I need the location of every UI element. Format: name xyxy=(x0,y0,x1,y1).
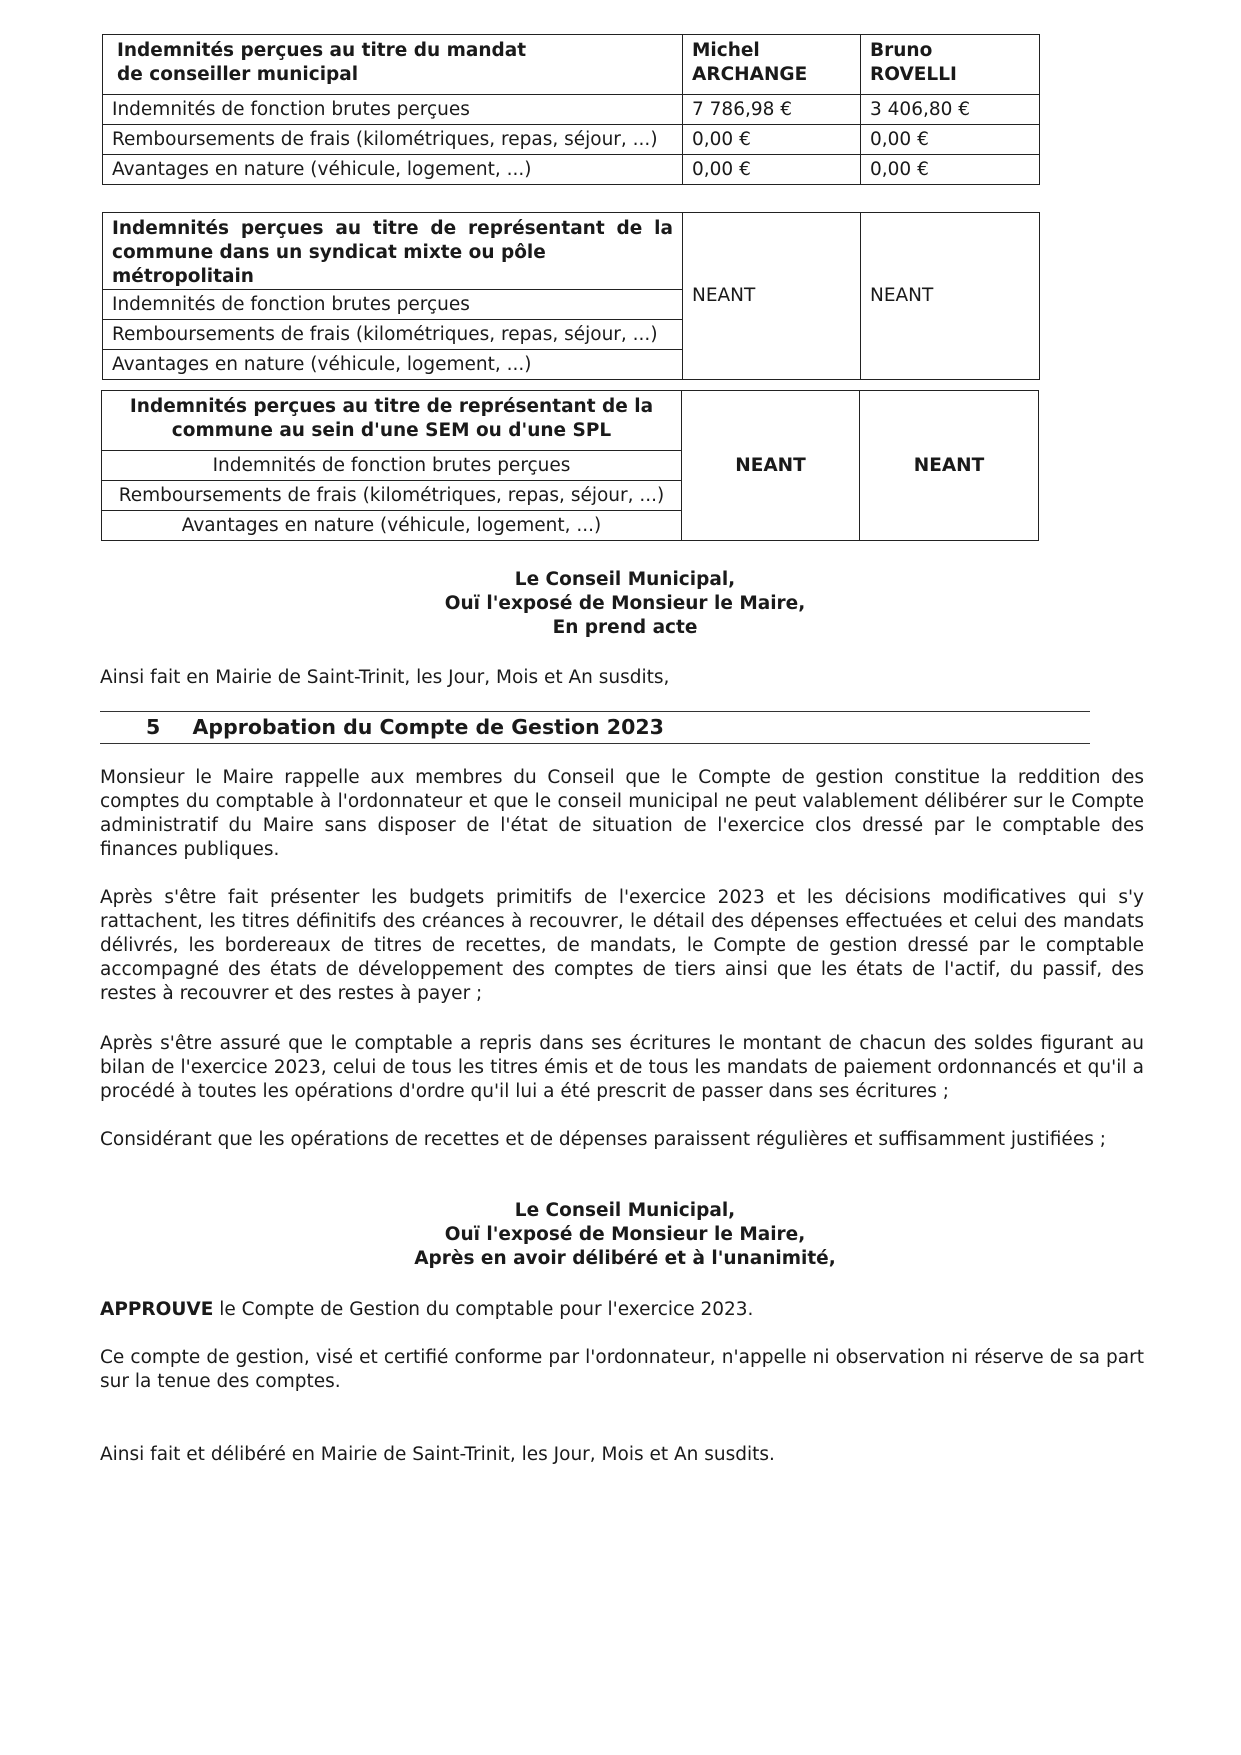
cell-value: 3 406,80 € xyxy=(861,95,1040,125)
header-line: commune au sein d'une SEM ou d'une SPL xyxy=(171,420,612,441)
column-header-archange xyxy=(683,35,861,95)
section-rule-bottom xyxy=(100,743,1090,744)
conseil-line: Le Conseil Municipal, xyxy=(514,1200,736,1221)
row-label: Indemnités de fonction brutes perçues xyxy=(103,95,683,125)
first-name: Michel xyxy=(692,40,760,61)
section-number: 5 xyxy=(146,715,161,739)
cell-value: NEANT xyxy=(683,213,861,380)
indemnites-sem-spl-table xyxy=(101,390,1039,541)
paragraph: Après s'être fait présenter les budgets primitifs de l'exercice 2023 et les décisions modificatives qui s'y rattachent, les titres définitifs des créances à recouvrer, le détail des dépenses effectuées et celui des mandats délivrés, les bordereaux de titres de recettes, de mandats, le Compte de gestion dressé par le comptable accompagné des états de développement des comptes de tiers ainsi que les états de l'actif, du passif, des restes à recouvrer et des restes à payer ; xyxy=(100,887,1144,1004)
row-label: Remboursements de frais (kilométriques, repas, séjour, ...) xyxy=(103,125,683,155)
header-line: commune dans un syndicat mixte ou pôle métropolitain xyxy=(112,242,546,287)
first-name: Bruno xyxy=(870,40,933,61)
cell-value: NEANT xyxy=(860,391,1039,541)
row-label: Indemnités de fonction brutes perçues xyxy=(103,290,683,320)
last-name: ARCHANGE xyxy=(692,64,808,85)
cell-value: NEANT xyxy=(682,391,860,541)
table-row xyxy=(103,125,1040,155)
conseil-block-1 xyxy=(100,568,1150,640)
conseil-line: Ouï l'exposé de Monsieur le Maire, xyxy=(444,1224,806,1245)
row-label: Avantages en nature (véhicule, logement, ...) xyxy=(103,350,683,380)
approuve-line xyxy=(100,1298,753,1322)
header-line: de conseiller municipal xyxy=(117,64,359,85)
conseil-line: Le Conseil Municipal, xyxy=(514,569,736,590)
indemnites-syndicat-table xyxy=(102,212,1040,380)
conseil-line: Après en avoir délibéré et à l'unanimité, xyxy=(414,1248,836,1269)
cell-value: 0,00 € xyxy=(861,155,1040,185)
section-heading xyxy=(146,715,664,739)
approuve-text: le Compte de Gestion du comptable pour l'exercice 2023. xyxy=(213,1299,754,1320)
table-header xyxy=(103,213,683,290)
column-header-rovelli xyxy=(861,35,1040,95)
paragraph: Considérant que les opérations de recettes et de dépenses paraissent régulières et suffisamment justifiées ; xyxy=(100,1129,1106,1150)
table-row xyxy=(103,155,1040,185)
row-label: Indemnités de fonction brutes perçues xyxy=(102,451,682,481)
cell-value: NEANT xyxy=(861,213,1040,380)
paragraph: Monsieur le Maire rappelle aux membres du Conseil que le Compte de gestion constitue la reddition des comptes du comptable à l'ordonnateur et que le conseil municipal ne peut valablement délibérer sur le Compte administratif du Maire sans disposer de l'état de situation de l'exercice clos dressé par le comptable des finances publiques. xyxy=(100,767,1144,860)
header-line: Indemnités perçues au titre de représentant de la xyxy=(112,218,673,239)
approuve-keyword: APPROUVE xyxy=(100,1299,214,1320)
table-header xyxy=(102,391,682,451)
paragraph: Ce compte de gestion, visé et certifié conforme par l'ordonnateur, n'appelle ni observation ni réserve de sa part sur la tenue des comptes. xyxy=(100,1347,1144,1392)
indemnites-mandat-table xyxy=(102,34,1040,185)
row-label: Avantages en nature (véhicule, logement, ...) xyxy=(103,155,683,185)
conseil-line: Ouï l'exposé de Monsieur le Maire, xyxy=(444,593,806,614)
cell-value: 0,00 € xyxy=(683,125,861,155)
section-rule-top xyxy=(100,711,1090,712)
conseil-block-2 xyxy=(100,1199,1150,1271)
cell-value: 0,00 € xyxy=(861,125,1040,155)
ainsi-fait-1: Ainsi fait en Mairie de Saint-Trinit, les Jour, Mois et An susdits, xyxy=(100,667,670,688)
row-label: Remboursements de frais (kilométriques, repas, séjour, ...) xyxy=(103,320,683,350)
table-header xyxy=(103,35,683,95)
paragraph: Après s'être assuré que le comptable a repris dans ses écritures le montant de chacun des soldes figurant au bilan de l'exercice 2023, celui de tous les titres émis et de tous les mandats de paiement ordonnancés et qu'il a procédé à toutes les opérations d'ordre qu'il lui a été prescrit de passer dans ses écritures ; xyxy=(100,1033,1144,1102)
last-name: ROVELLI xyxy=(870,64,957,85)
row-label: Avantages en nature (véhicule, logement, ...) xyxy=(102,511,682,541)
cell-value: 7 786,98 € xyxy=(683,95,861,125)
header-line: Indemnités perçues au titre de représentant de la xyxy=(129,396,654,417)
ainsi-fait-2: Ainsi fait et délibéré en Mairie de Saint-Trinit, les Jour, Mois et An susdits. xyxy=(100,1444,775,1465)
conseil-line: En prend acte xyxy=(552,617,698,638)
header-line: Indemnités perçues au titre du mandat xyxy=(117,40,527,61)
table-row xyxy=(103,95,1040,125)
cell-value: 0,00 € xyxy=(683,155,861,185)
row-label: Remboursements de frais (kilométriques, repas, séjour, ...) xyxy=(102,481,682,511)
section-title: Approbation du Compte de Gestion 2023 xyxy=(192,715,664,739)
